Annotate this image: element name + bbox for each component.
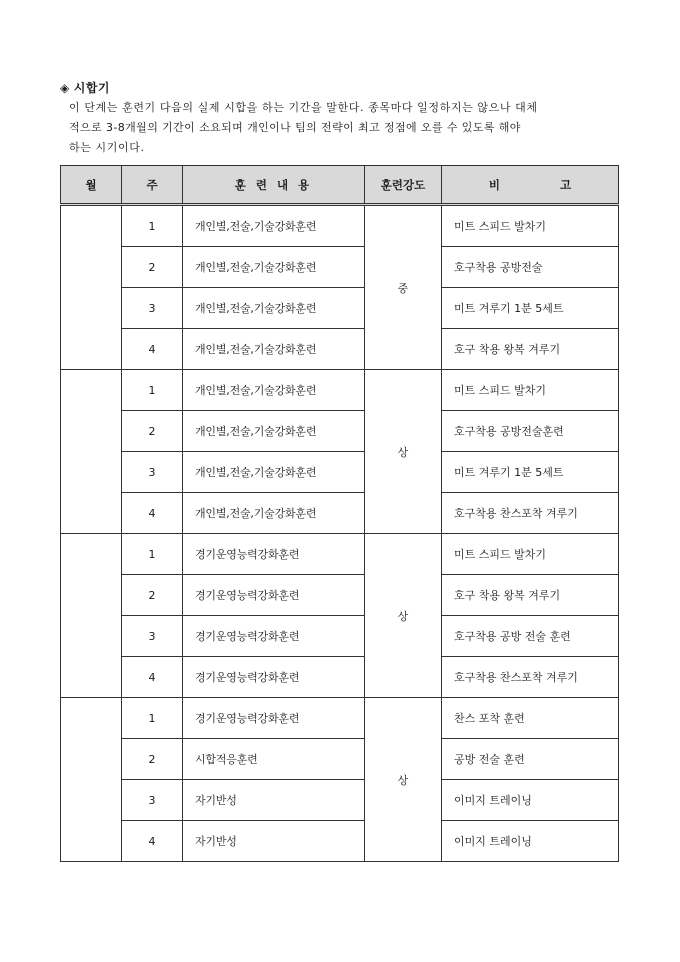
header-intensity: 훈련강도 — [365, 166, 442, 205]
note-cell: 미트 스피드 발차기 — [442, 205, 619, 247]
note-cell: 이미지 트레이닝 — [442, 821, 619, 862]
table-row — [61, 821, 619, 862]
content-cell: 개인별,전술,기술강화훈련 — [183, 205, 365, 247]
note-cell: 미트 스피드 발차기 — [442, 370, 619, 411]
content-cell: 개인별,전술,기술강화훈련 — [183, 452, 365, 493]
week-cell: 3 — [122, 288, 183, 329]
content-cell: 개인별,전술,기술강화훈련 — [183, 247, 365, 288]
section-title: 시합기 — [73, 81, 111, 95]
note-cell: 호구착용 찬스포착 겨루기 — [442, 493, 619, 534]
month-cell — [61, 205, 122, 370]
note-cell: 호구 착용 왕복 겨루기 — [442, 329, 619, 370]
table-row — [61, 575, 619, 616]
description-line-1: 이 단계는 훈련기 다음의 실제 시합을 하는 기간을 말한다. 종목마다 일정하지는 않으나 대체 — [69, 101, 538, 114]
week-cell: 4 — [122, 493, 183, 534]
note-cell: 공방 전술 훈련 — [442, 739, 619, 780]
diamond-bullet-icon: ◈ — [60, 81, 70, 95]
note-cell: 찬스 포착 훈련 — [442, 698, 619, 739]
intensity-cell: 상 — [365, 698, 442, 862]
header-note: 비 고 — [442, 166, 619, 205]
table-body — [61, 205, 619, 862]
note-cell: 미트 겨루기 1분 5세트 — [442, 452, 619, 493]
content-cell: 개인별,전술,기술강화훈련 — [183, 370, 365, 411]
week-cell: 2 — [122, 739, 183, 780]
table-row — [61, 698, 619, 739]
note-cell: 호구착용 찬스포착 겨루기 — [442, 657, 619, 698]
week-cell: 2 — [122, 247, 183, 288]
content-cell: 자기반성 — [183, 821, 365, 862]
content-cell: 경기운영능력강화훈련 — [183, 657, 365, 698]
table-row — [61, 247, 619, 288]
content-cell: 경기운영능력강화훈련 — [183, 616, 365, 657]
intensity-cell: 중 — [365, 205, 442, 370]
week-cell: 1 — [122, 205, 183, 247]
section-heading — [60, 79, 110, 96]
week-cell: 1 — [122, 370, 183, 411]
week-cell: 1 — [122, 534, 183, 575]
section-description — [69, 98, 621, 158]
note-cell: 호구착용 공방 전술 훈련 — [442, 616, 619, 657]
week-cell: 4 — [122, 657, 183, 698]
table-row — [61, 452, 619, 493]
table-row — [61, 329, 619, 370]
description-line-2: 적으로 3-8개월의 기간이 소요되며 개인이나 팀의 전략이 최고 정점에 오를 수 있도록 해야 — [69, 121, 521, 134]
week-cell: 4 — [122, 821, 183, 862]
table-row — [61, 616, 619, 657]
header-content: 훈 련 내 용 — [183, 166, 365, 205]
week-cell: 1 — [122, 698, 183, 739]
table-row — [61, 534, 619, 575]
content-cell: 시합적응훈련 — [183, 739, 365, 780]
table-row — [61, 780, 619, 821]
week-cell: 2 — [122, 411, 183, 452]
table-header-row — [61, 166, 619, 205]
week-cell: 2 — [122, 575, 183, 616]
note-cell: 미트 스피드 발차기 — [442, 534, 619, 575]
content-cell: 개인별,전술,기술강화훈련 — [183, 493, 365, 534]
content-cell: 경기운영능력강화훈련 — [183, 534, 365, 575]
content-cell: 경기운영능력강화훈련 — [183, 575, 365, 616]
week-cell: 4 — [122, 329, 183, 370]
content-cell: 경기운영능력강화훈련 — [183, 698, 365, 739]
table-row — [61, 411, 619, 452]
table-row — [61, 739, 619, 780]
note-cell: 이미지 트레이닝 — [442, 780, 619, 821]
note-cell: 호구착용 공방전술훈련 — [442, 411, 619, 452]
month-cell — [61, 370, 122, 534]
note-cell: 미트 겨루기 1분 5세트 — [442, 288, 619, 329]
content-cell: 개인별,전술,기술강화훈련 — [183, 329, 365, 370]
content-cell: 개인별,전술,기술강화훈련 — [183, 411, 365, 452]
description-line-3: 하는 시기이다. — [69, 141, 145, 154]
content-cell: 자기반성 — [183, 780, 365, 821]
table-row — [61, 657, 619, 698]
week-cell: 3 — [122, 452, 183, 493]
training-schedule-table — [60, 165, 619, 862]
table-row — [61, 205, 619, 247]
table-row — [61, 288, 619, 329]
table-row — [61, 370, 619, 411]
header-month: 월 — [61, 166, 122, 205]
table-row — [61, 493, 619, 534]
note-cell: 호구 착용 왕복 겨루기 — [442, 575, 619, 616]
content-cell: 개인별,전술,기술강화훈련 — [183, 288, 365, 329]
week-cell: 3 — [122, 780, 183, 821]
intensity-cell: 상 — [365, 534, 442, 698]
month-cell — [61, 534, 122, 698]
intensity-cell: 상 — [365, 370, 442, 534]
header-week: 주 — [122, 166, 183, 205]
week-cell: 3 — [122, 616, 183, 657]
note-cell: 호구착용 공방전술 — [442, 247, 619, 288]
month-cell — [61, 698, 122, 862]
